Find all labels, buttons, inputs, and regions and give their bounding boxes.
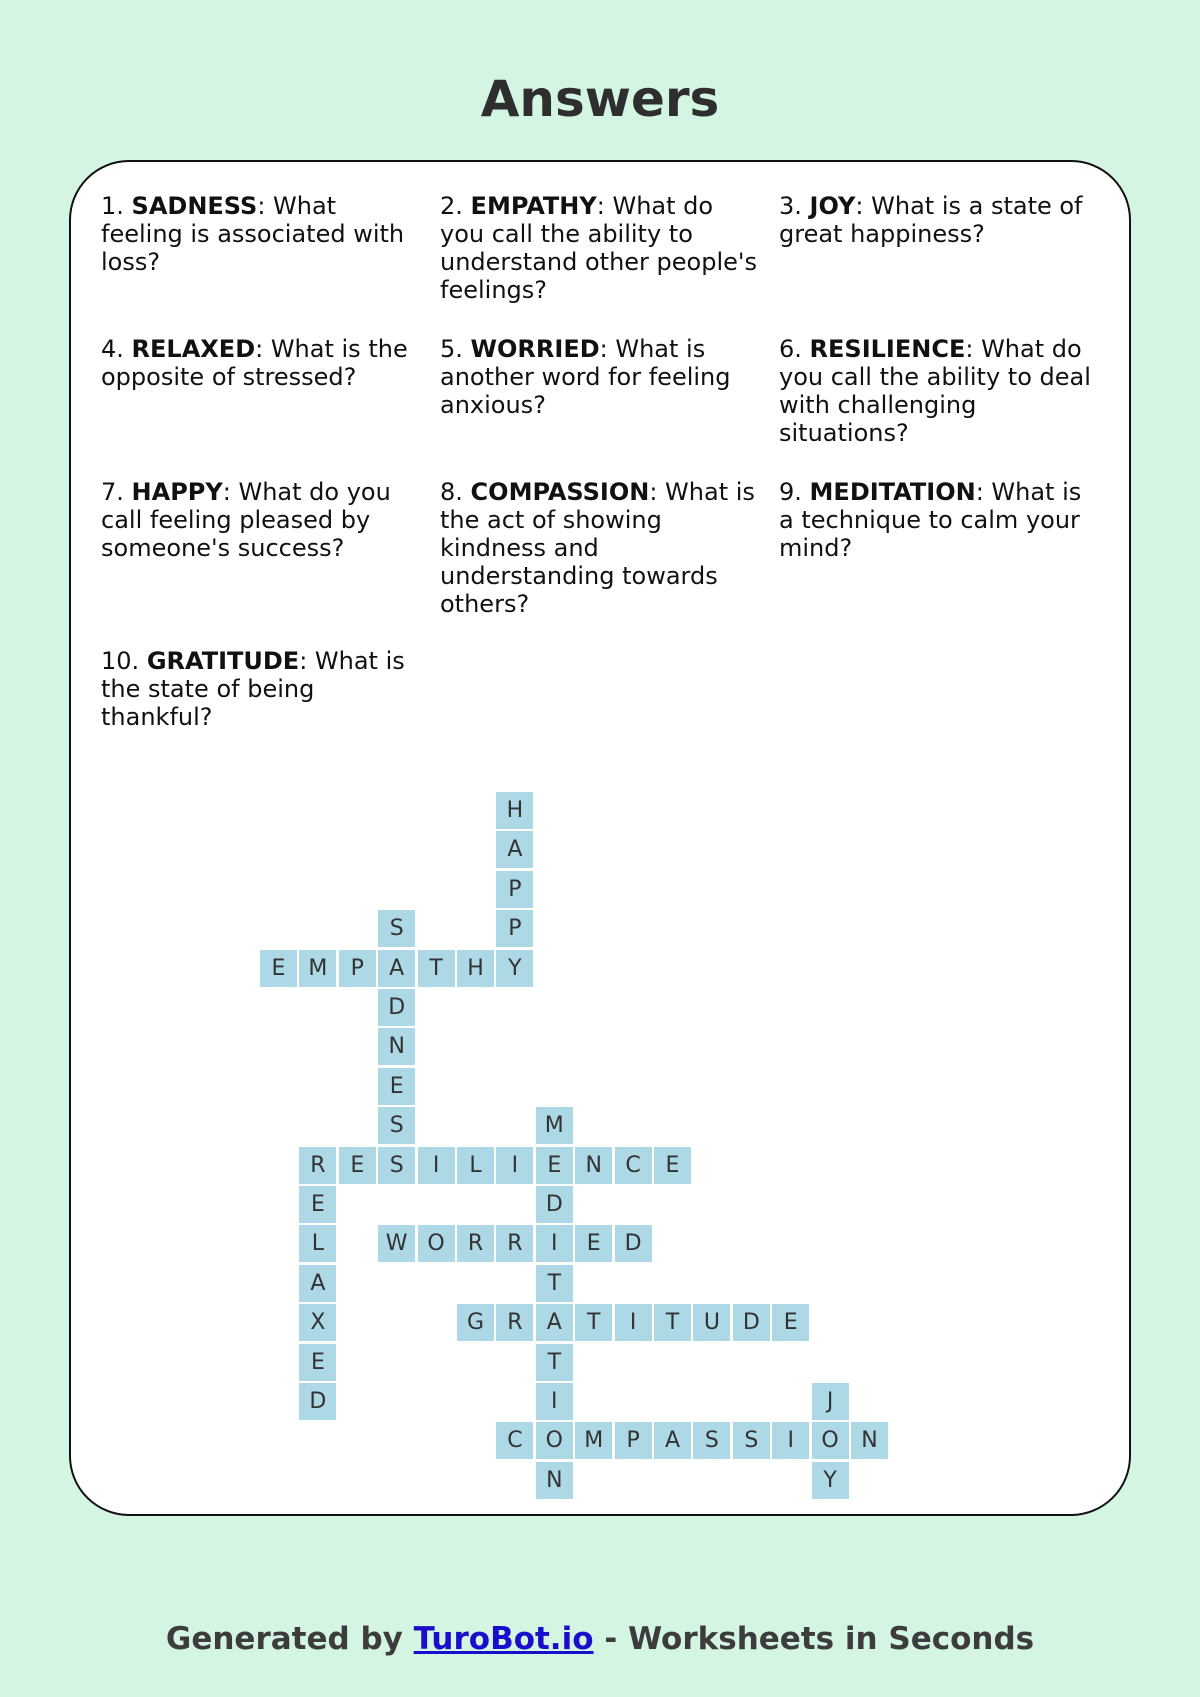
crossword-cell: S: [378, 1107, 415, 1144]
clue-answer: RELAXED: [131, 335, 256, 363]
crossword-cell: D: [299, 1383, 336, 1420]
crossword-cell: W: [378, 1225, 415, 1262]
crossword-cell: E: [536, 1147, 573, 1184]
clue-2: 2. EMPATHY: What do you call the ability to understand other people's feelings?: [440, 192, 758, 304]
crossword-cell: A: [299, 1265, 336, 1302]
crossword-cell: T: [654, 1304, 691, 1341]
clue-number: 8.: [440, 478, 463, 506]
crossword-cell: T: [418, 950, 455, 987]
clue-8: 8. COMPASSION: What is the act of showing kindness and understanding towards others?: [440, 478, 755, 618]
footer-suffix: - Worksheets in Seconds: [604, 1621, 1035, 1657]
crossword-cell: N: [851, 1422, 888, 1459]
crossword-cell: I: [536, 1225, 573, 1262]
clue-number: 10.: [101, 647, 140, 675]
crossword-cell: D: [378, 989, 415, 1026]
crossword-cell: H: [496, 792, 533, 829]
crossword-cell: E: [654, 1147, 691, 1184]
crossword-cell: Y: [812, 1462, 849, 1499]
footer: [0, 1617, 1200, 1661]
clue-answer: WORRIED: [470, 335, 600, 363]
crossword-cell: D: [615, 1225, 652, 1262]
crossword-cell: A: [496, 831, 533, 868]
clue-1: 1. SADNESS: What feeling is associated with loss?: [101, 192, 405, 276]
crossword-cell: J: [812, 1383, 849, 1420]
clue-question: What feeling is associated with loss?: [101, 192, 405, 276]
page-title: Answers: [480, 70, 720, 128]
footer-prefix: Generated by: [165, 1621, 403, 1657]
clue-3: 3. JOY: What is a state of great happiness?: [779, 192, 1083, 248]
crossword-cell: G: [457, 1304, 494, 1341]
crossword-cell: R: [457, 1225, 494, 1262]
crossword-cell: E: [339, 1147, 376, 1184]
crossword-cell: E: [378, 1068, 415, 1105]
crossword-cell: Y: [496, 950, 533, 987]
clue-10: 10. GRATITUDE: What is the state of being thankful?: [101, 647, 405, 731]
clue-question: What is another word for feeling anxious?: [440, 335, 731, 419]
crossword-cell: E: [260, 950, 297, 987]
clue-number: 1.: [101, 192, 124, 220]
crossword-cell: T: [536, 1265, 573, 1302]
crossword-cell: A: [654, 1422, 691, 1459]
clue-question: What is the opposite of stressed?: [101, 335, 408, 391]
clue-answer: MEDITATION: [809, 478, 976, 506]
clue-answer: JOY: [809, 192, 856, 220]
crossword-cell: E: [772, 1304, 809, 1341]
crossword-cell: S: [378, 1147, 415, 1184]
crossword-cell: P: [615, 1422, 652, 1459]
crossword-cell: I: [615, 1304, 652, 1341]
crossword-cell: M: [299, 950, 336, 987]
clue-question: What is the state of being thankful?: [101, 647, 405, 731]
clue-number: 9.: [779, 478, 802, 506]
crossword-cell: H: [457, 950, 494, 987]
crossword-cell: T: [536, 1344, 573, 1381]
clue-number: 6.: [779, 335, 802, 363]
clue-answer: HAPPY: [131, 478, 223, 506]
clue-number: 2.: [440, 192, 463, 220]
crossword-cell: D: [733, 1304, 770, 1341]
crossword-cell: R: [496, 1304, 533, 1341]
crossword-cell: I: [418, 1147, 455, 1184]
clue-answer: SADNESS: [131, 192, 258, 220]
crossword-cell: M: [575, 1422, 612, 1459]
crossword-cell: O: [812, 1422, 849, 1459]
crossword-cell: N: [536, 1462, 573, 1499]
crossword-cell: I: [536, 1383, 573, 1420]
crossword-cell: A: [378, 950, 415, 987]
crossword-cell: O: [536, 1422, 573, 1459]
crossword-cell: L: [299, 1225, 336, 1262]
clue-answer: COMPASSION: [470, 478, 650, 506]
clue-number: 7.: [101, 478, 124, 506]
crossword-cell: S: [693, 1422, 730, 1459]
clue-number: 3.: [779, 192, 802, 220]
clue-answer: EMPATHY: [470, 192, 597, 220]
clue-question: What do you call the ability to understand other people's feelings?: [440, 192, 758, 304]
crossword-cell: M: [536, 1107, 573, 1144]
crossword-cell: T: [575, 1304, 612, 1341]
crossword-cell: C: [615, 1147, 652, 1184]
crossword-cell: R: [496, 1225, 533, 1262]
crossword-cell: O: [418, 1225, 455, 1262]
crossword-cell: N: [575, 1147, 612, 1184]
crossword-cell: L: [457, 1147, 494, 1184]
clue-question: What is a state of great happiness?: [779, 192, 1083, 248]
crossword-cell: P: [496, 910, 533, 947]
crossword-cell: X: [299, 1304, 336, 1341]
crossword-cell: U: [693, 1304, 730, 1341]
clue-answer: GRATITUDE: [146, 647, 300, 675]
crossword-cell: P: [496, 871, 533, 908]
crossword-cell: R: [299, 1147, 336, 1184]
crossword-cell: I: [772, 1422, 809, 1459]
crossword-cell: C: [496, 1422, 533, 1459]
clue-5: 5. WORRIED: What is another word for feeling anxious?: [440, 335, 731, 419]
crossword-cell: N: [378, 1028, 415, 1065]
crossword-cell: A: [536, 1304, 573, 1341]
clue-question: What do you call the ability to deal with challenging situations?: [779, 335, 1091, 447]
crossword-cell: P: [339, 950, 376, 987]
clue-question: What is the act of showing kindness and understanding towards others?: [440, 478, 755, 618]
crossword-cell: D: [536, 1186, 573, 1223]
crossword-cell: I: [496, 1147, 533, 1184]
crossword-cell: E: [299, 1344, 336, 1381]
turobot-link[interactable]: TuroBot.io: [413, 1621, 594, 1657]
clue-answer: RESILIENCE: [809, 335, 966, 363]
clue-6: 6. RESILIENCE: What do you call the ability to deal with challenging situations?: [779, 335, 1091, 447]
clue-number: 4.: [101, 335, 124, 363]
clue-question: What do you call feeling pleased by someone's success?: [101, 478, 391, 562]
crossword-cell: E: [575, 1225, 612, 1262]
clue-question: What is a technique to calm your mind?: [779, 478, 1082, 562]
clue-7: 7. HAPPY: What do you call feeling pleased by someone's success?: [101, 478, 391, 562]
crossword-cell: E: [299, 1186, 336, 1223]
crossword-cell: S: [378, 910, 415, 947]
clue-number: 5.: [440, 335, 463, 363]
clue-9: 9. MEDITATION: What is a technique to calm your mind?: [779, 478, 1082, 562]
clue-4: 4. RELAXED: What is the opposite of stressed?: [101, 335, 408, 391]
crossword-cell: S: [733, 1422, 770, 1459]
